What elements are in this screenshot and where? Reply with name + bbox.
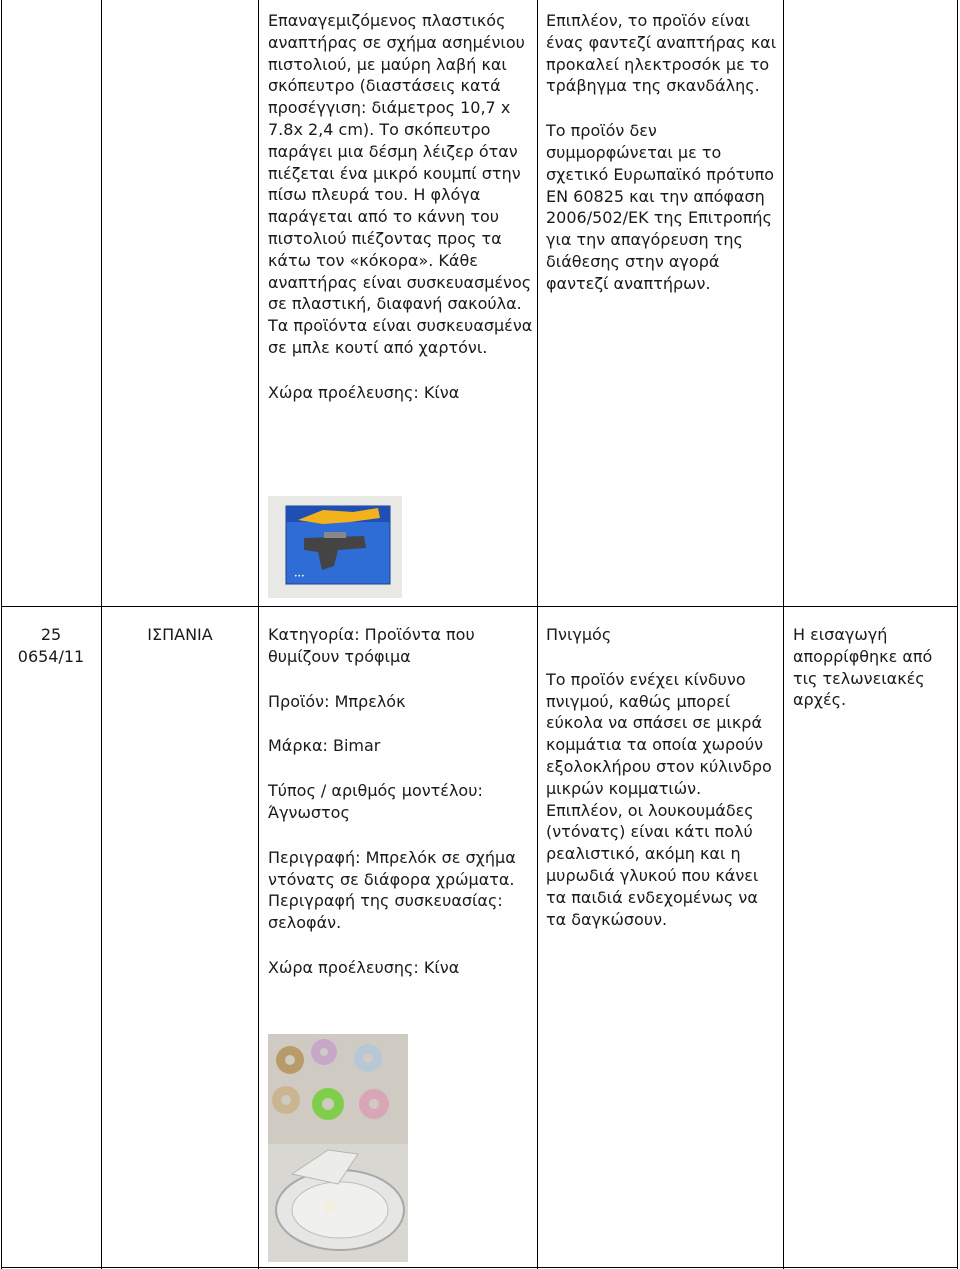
column-divider	[783, 0, 784, 1269]
row25-measures: Η εισαγωγή απορρίφθηκε από τις τελωνειακές αρχές.	[793, 625, 933, 710]
row25-product: Προϊόν: Μπρελόκ	[268, 691, 406, 711]
row25-number: 25	[40, 625, 62, 644]
row24-risk-paragraph-1: Επιπλέον, το προϊόν είναι ένας φαντεζί αναπτήρας και προκαλεί ηλεκτροσόκ με το τράβηγμα της σκανδάλης.	[546, 11, 777, 96]
row25-model: Τύπος / αριθμός μοντέλου: Άγνωστος	[268, 781, 483, 822]
row25-country-cell	[102, 624, 258, 646]
row25-ref: 0654/11	[17, 646, 85, 666]
row24-risk-cell	[546, 10, 780, 295]
table-border-right	[957, 0, 958, 1269]
row25-risk-text: Το προϊόν ενέχει κίνδυνο πνιγμού, καθώς μπορεί εύκολα να σπάσει σε μικρά κομμάτια τα οποία χωρούν εξολοκλήρου στον κύλινδρο μικρών κομματιών. Επιπλέον, οι λουκουμάδες (ντόνατς) είναι κάτι πολύ ρεαλιστικό, ακόμη και η μυρωδιά γλυκού που κάνει τα παιδιά ενδεχομένως να τα δαγκώσουν.	[546, 669, 772, 929]
column-divider	[258, 0, 259, 1269]
donut-keyring-photo	[268, 1034, 408, 1262]
row25-risk-cell	[546, 624, 780, 930]
row-divider	[1, 606, 958, 607]
svg-text:•••: •••	[294, 573, 305, 580]
row24-risk-paragraph-2: Το προϊόν δεν συμμορφώνεται με το σχετικό Ευρωπαϊκό πρότυπο ΕΝ 60825 και την απόφαση 2006/502/ΕΚ της Επιτροπής για την απαγόρευση της διάθεσης στην αγορά φαντεζί αναπτήρων.	[546, 121, 775, 293]
row25-brand: Μάρκα: Bimar	[268, 736, 381, 756]
column-divider	[537, 0, 538, 1269]
row25-measures-cell	[793, 624, 953, 711]
row24-origin: Χώρα προέλευσης: Κίνα	[268, 382, 460, 402]
row24-description: Επαναγεμιζόμενος πλαστικός αναπτήρας σε σχήμα ασημένιου πιστολιού, με μαύρη λαβή και σκόπευτρο (διαστάσεις κατά προσέγγιση: διάμετρος 10,7 x 7.8x 2,4 cm). Το σκόπευτρο παράγει μια δέσμη λέιζερ όταν πιέζεται ένα μικρό κουμπί στην πίσω πλευρά του. Η φλόγα παράγεται από το κάννη του πιστολιού πιέζοντας προς τα κάτω τον «κόκορα». Κάθε αναπτήρας είναι συσκευασμένος σε πλαστική, διαφανή σακούλα. Τα προϊόντα είναι συσκευασμένα σε μπλε κουτί από χαρτόνι.	[268, 11, 533, 357]
row25-number-cell	[1, 624, 101, 668]
row25-origin: Χώρα προέλευσης: Κίνα	[268, 957, 460, 977]
lighter-gun-box-photo	[268, 496, 402, 598]
row25-category: Κατηγορία: Προϊόντα που θυμίζουν τρόφιμα	[268, 625, 475, 666]
row25-description: Περιγραφή: Μπρελόκ σε σχήμα ντόνατς σε διάφορα χρώματα. Περιγραφή της συσκευασίας: σελοφάν.	[268, 847, 516, 933]
row25-country: ΙΣΠΑΝΙΑ	[147, 625, 213, 644]
table-border-bottom	[1, 1267, 958, 1268]
row25-risk-title: Πνιγμός	[546, 625, 612, 644]
row24-description-cell	[268, 10, 534, 404]
row25-product-cell	[268, 624, 534, 979]
